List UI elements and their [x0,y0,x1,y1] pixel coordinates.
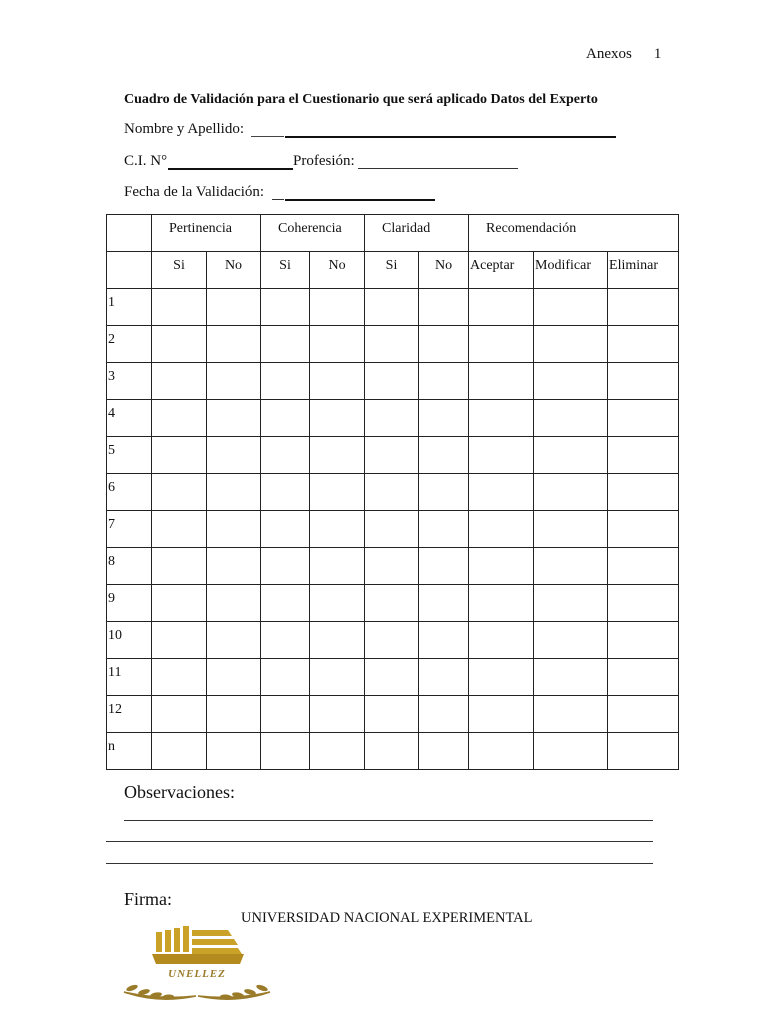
header-section: Anexos [586,46,632,62]
rating-cell[interactable] [608,548,679,585]
subheader-pertinencia-no: No [207,252,261,289]
rating-cell[interactable] [310,696,365,733]
rating-cell[interactable] [365,548,419,585]
rating-cell[interactable] [365,400,419,437]
rating-cell[interactable] [365,289,419,326]
rating-cell[interactable] [469,659,534,696]
row-number: n [107,733,152,770]
rating-cell[interactable] [608,585,679,622]
row-number: 5 [107,437,152,474]
rating-cell[interactable] [207,622,261,659]
rating-cell[interactable] [207,548,261,585]
rating-cell[interactable] [534,659,608,696]
table-row [107,585,679,622]
rating-cell[interactable] [207,474,261,511]
table-row [107,622,679,659]
logo-text: UNELLEZ [168,968,226,980]
rating-cell[interactable] [419,659,469,696]
rating-cell[interactable] [365,326,419,363]
rating-cell[interactable] [469,548,534,585]
rating-cell[interactable] [534,511,608,548]
row-number: 6 [107,474,152,511]
profesion-field-label: Profesión: [293,153,355,169]
rating-cell[interactable] [310,511,365,548]
rating-cell[interactable] [261,622,310,659]
rating-cell[interactable] [261,363,310,400]
rating-cell[interactable] [310,659,365,696]
table-group-header-row [107,215,679,252]
row-number: 9 [107,585,152,622]
rating-cell[interactable] [469,437,534,474]
rating-cell[interactable] [207,363,261,400]
rating-cell[interactable] [365,585,419,622]
subheader-claridad-si: Si [365,252,419,289]
group-header-claridad: Claridad [365,215,469,252]
rating-cell[interactable] [261,511,310,548]
rating-cell[interactable] [365,659,419,696]
table-row [107,437,679,474]
validation-table [106,214,679,770]
row-number: 10 [107,622,152,659]
firma-label: Firma: [124,889,172,909]
rating-cell[interactable] [152,326,207,363]
rating-cell[interactable] [207,733,261,770]
rating-cell[interactable] [608,400,679,437]
rating-cell[interactable] [419,622,469,659]
rating-cell[interactable] [310,326,365,363]
fecha-blank[interactable] [285,199,435,201]
rating-cell[interactable] [608,289,679,326]
rating-cell[interactable] [261,696,310,733]
rating-cell[interactable] [608,363,679,400]
row-number: 7 [107,511,152,548]
nombre-blank-short[interactable] [251,136,284,137]
group-header-coherencia: Coherencia [261,215,365,252]
table-row [107,400,679,437]
rating-cell[interactable] [469,289,534,326]
rating-cell[interactable] [152,474,207,511]
rating-cell[interactable] [207,437,261,474]
rating-cell[interactable] [152,437,207,474]
corner-cell [107,215,152,252]
rating-cell[interactable] [261,548,310,585]
rating-cell[interactable] [419,326,469,363]
nombre-blank[interactable] [285,136,616,138]
rating-cell[interactable] [469,585,534,622]
rating-cell[interactable] [419,548,469,585]
rating-cell[interactable] [365,474,419,511]
fecha-blank-short[interactable] [272,199,284,200]
rating-cell[interactable] [469,733,534,770]
rating-cell[interactable] [419,363,469,400]
rating-cell[interactable] [469,696,534,733]
fecha-field-label: Fecha de la Validación: [124,184,265,200]
table-row [107,548,679,585]
rating-cell[interactable] [365,363,419,400]
rating-cell[interactable] [261,289,310,326]
ci-blank[interactable] [168,168,293,170]
corner-cell [107,252,152,289]
row-number: 8 [107,548,152,585]
rating-cell[interactable] [534,622,608,659]
rating-cell[interactable] [419,289,469,326]
rating-cell[interactable] [152,733,207,770]
row-number: 2 [107,326,152,363]
row-number: 11 [107,659,152,696]
rating-cell[interactable] [469,622,534,659]
table-row [107,511,679,548]
rating-cell[interactable] [310,474,365,511]
rating-cell[interactable] [261,659,310,696]
table-row [107,363,679,400]
unellez-logo [118,922,276,1006]
rating-cell[interactable] [365,437,419,474]
rating-cell[interactable] [534,363,608,400]
row-number: 3 [107,363,152,400]
rating-cell[interactable] [534,289,608,326]
rating-cell[interactable] [469,326,534,363]
rating-cell[interactable] [310,622,365,659]
group-header-pertinencia: Pertinencia [152,215,261,252]
rating-cell[interactable] [152,363,207,400]
laurel-icon [124,984,270,1000]
observaciones-line-2[interactable] [106,841,653,842]
rating-cell[interactable] [310,548,365,585]
table-row [107,659,679,696]
row-number: 12 [107,696,152,733]
rating-cell[interactable] [310,363,365,400]
rating-cell[interactable] [534,585,608,622]
page-number: 1 [653,46,662,62]
rating-cell[interactable] [207,659,261,696]
rating-cell[interactable] [207,289,261,326]
subheader-pertinencia-si: Si [152,252,207,289]
rating-cell[interactable] [608,326,679,363]
rating-cell[interactable] [469,474,534,511]
rating-cell[interactable] [261,326,310,363]
row-number: 1 [107,289,152,326]
profesion-blank[interactable] [358,168,518,169]
rating-cell[interactable] [261,437,310,474]
rating-cell[interactable] [608,622,679,659]
subheader-coherencia-si: Si [261,252,310,289]
rating-cell[interactable] [152,400,207,437]
page-header [586,46,661,63]
table-row [107,696,679,733]
rating-cell[interactable] [419,474,469,511]
subheader-eliminar: Eliminar [608,252,679,289]
rating-cell[interactable] [608,511,679,548]
rating-cell[interactable] [534,326,608,363]
rating-cell[interactable] [261,474,310,511]
rating-cell[interactable] [608,696,679,733]
observaciones-line-3[interactable] [106,863,653,864]
rating-cell[interactable] [310,400,365,437]
table-row [107,733,679,770]
subheader-claridad-no: No [419,252,469,289]
rating-cell[interactable] [365,696,419,733]
observaciones-line-1[interactable] [124,820,653,821]
ci-field-label: C.I. N° [124,153,168,169]
rating-cell[interactable] [310,289,365,326]
rating-cell[interactable] [207,696,261,733]
document-title: Cuadro de Validación para el Cuestionario que será aplicado Datos del Experto [124,92,598,107]
rating-cell[interactable] [207,511,261,548]
rating-cell[interactable] [152,585,207,622]
rating-cell[interactable] [152,659,207,696]
rating-cell[interactable] [261,585,310,622]
rating-cell[interactable] [365,622,419,659]
rating-cell[interactable] [152,548,207,585]
rating-cell[interactable] [534,733,608,770]
rating-cell[interactable] [261,400,310,437]
rating-cell[interactable] [419,733,469,770]
university-name: UNIVERSIDAD NACIONAL EXPERIMENTAL [241,910,533,926]
rating-cell[interactable] [534,474,608,511]
rating-cell[interactable] [310,437,365,474]
rating-cell[interactable] [469,363,534,400]
row-number: 4 [107,400,152,437]
rating-cell[interactable] [469,511,534,548]
rating-cell[interactable] [608,659,679,696]
rating-cell[interactable] [608,437,679,474]
rating-cell[interactable] [310,733,365,770]
observaciones-label: Observaciones: [124,782,235,802]
table-row [107,289,679,326]
rating-cell[interactable] [608,733,679,770]
rating-cell[interactable] [152,696,207,733]
rating-cell[interactable] [152,511,207,548]
rating-cell[interactable] [419,437,469,474]
rating-cell[interactable] [207,585,261,622]
rating-cell[interactable] [207,326,261,363]
rating-cell[interactable] [534,548,608,585]
group-header-recomendacion: Recomendación [469,215,679,252]
table-subheader-row [107,252,679,289]
nombre-field-label: Nombre y Apellido: [124,121,244,137]
subheader-aceptar: Aceptar [469,252,534,289]
rating-cell[interactable] [310,585,365,622]
rating-cell[interactable] [419,400,469,437]
rating-cell[interactable] [534,437,608,474]
rating-cell[interactable] [365,733,419,770]
rating-cell[interactable] [419,696,469,733]
rating-cell[interactable] [261,733,310,770]
logo-columns [152,926,244,964]
table-row [107,474,679,511]
rating-cell[interactable] [608,474,679,511]
rating-cell[interactable] [534,400,608,437]
rating-cell[interactable] [419,585,469,622]
table-row [107,326,679,363]
rating-cell[interactable] [152,289,207,326]
rating-cell[interactable] [152,622,207,659]
rating-cell[interactable] [419,511,469,548]
rating-cell[interactable] [534,696,608,733]
rating-cell[interactable] [207,400,261,437]
rating-cell[interactable] [469,400,534,437]
subheader-modificar: Modificar [534,252,608,289]
rating-cell[interactable] [365,511,419,548]
subheader-coherencia-no: No [310,252,365,289]
